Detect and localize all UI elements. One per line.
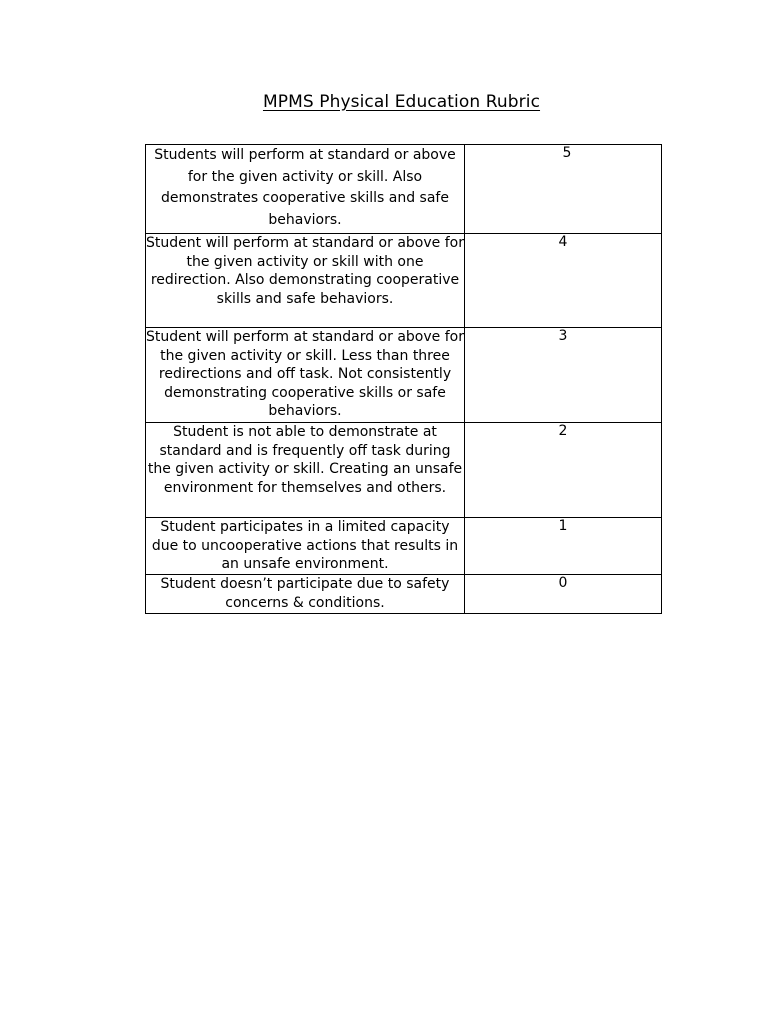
rubric-description: Student participates in a limited capacity due to uncooperative actions that results in an unsafe environment. [146, 518, 465, 575]
rubric-description: Student is not able to demonstrate at standard and is frequently off task during the given activity or skill. Creating an unsafe environment for themselves and others. [146, 423, 465, 518]
rubric-row [146, 328, 662, 423]
rubric-description: Students will perform at standard or above for the given activity or skill. Also demonstrates cooperative skills and safe behaviors. [146, 145, 465, 234]
rubric-row [146, 145, 662, 234]
rubric-score: 0 [465, 575, 662, 614]
rubric-table [145, 144, 662, 614]
rubric-description: Student will perform at standard or above for the given activity or skill with one redirection. Also demonstrating cooperative skills and safe behaviors. [146, 234, 465, 328]
rubric-row [146, 518, 662, 575]
rubric-description: Student will perform at standard or above for the given activity or skill. Less than three redirections and off task. Not consistently demonstrating cooperative skills or safe behaviors. [146, 328, 465, 423]
rubric-row [146, 423, 662, 518]
rubric-score: 4 [465, 234, 662, 328]
rubric-row [146, 575, 662, 614]
rubric-score: 1 [465, 518, 662, 575]
rubric-score: 2 [465, 423, 662, 518]
rubric-score: 3 [465, 328, 662, 423]
document-title: MPMS Physical Education Rubric [262, 92, 541, 112]
rubric-score: 5 [465, 145, 662, 234]
rubric-description: Student doesn’t participate due to safety concerns & conditions. [146, 575, 465, 614]
rubric-row [146, 234, 662, 328]
